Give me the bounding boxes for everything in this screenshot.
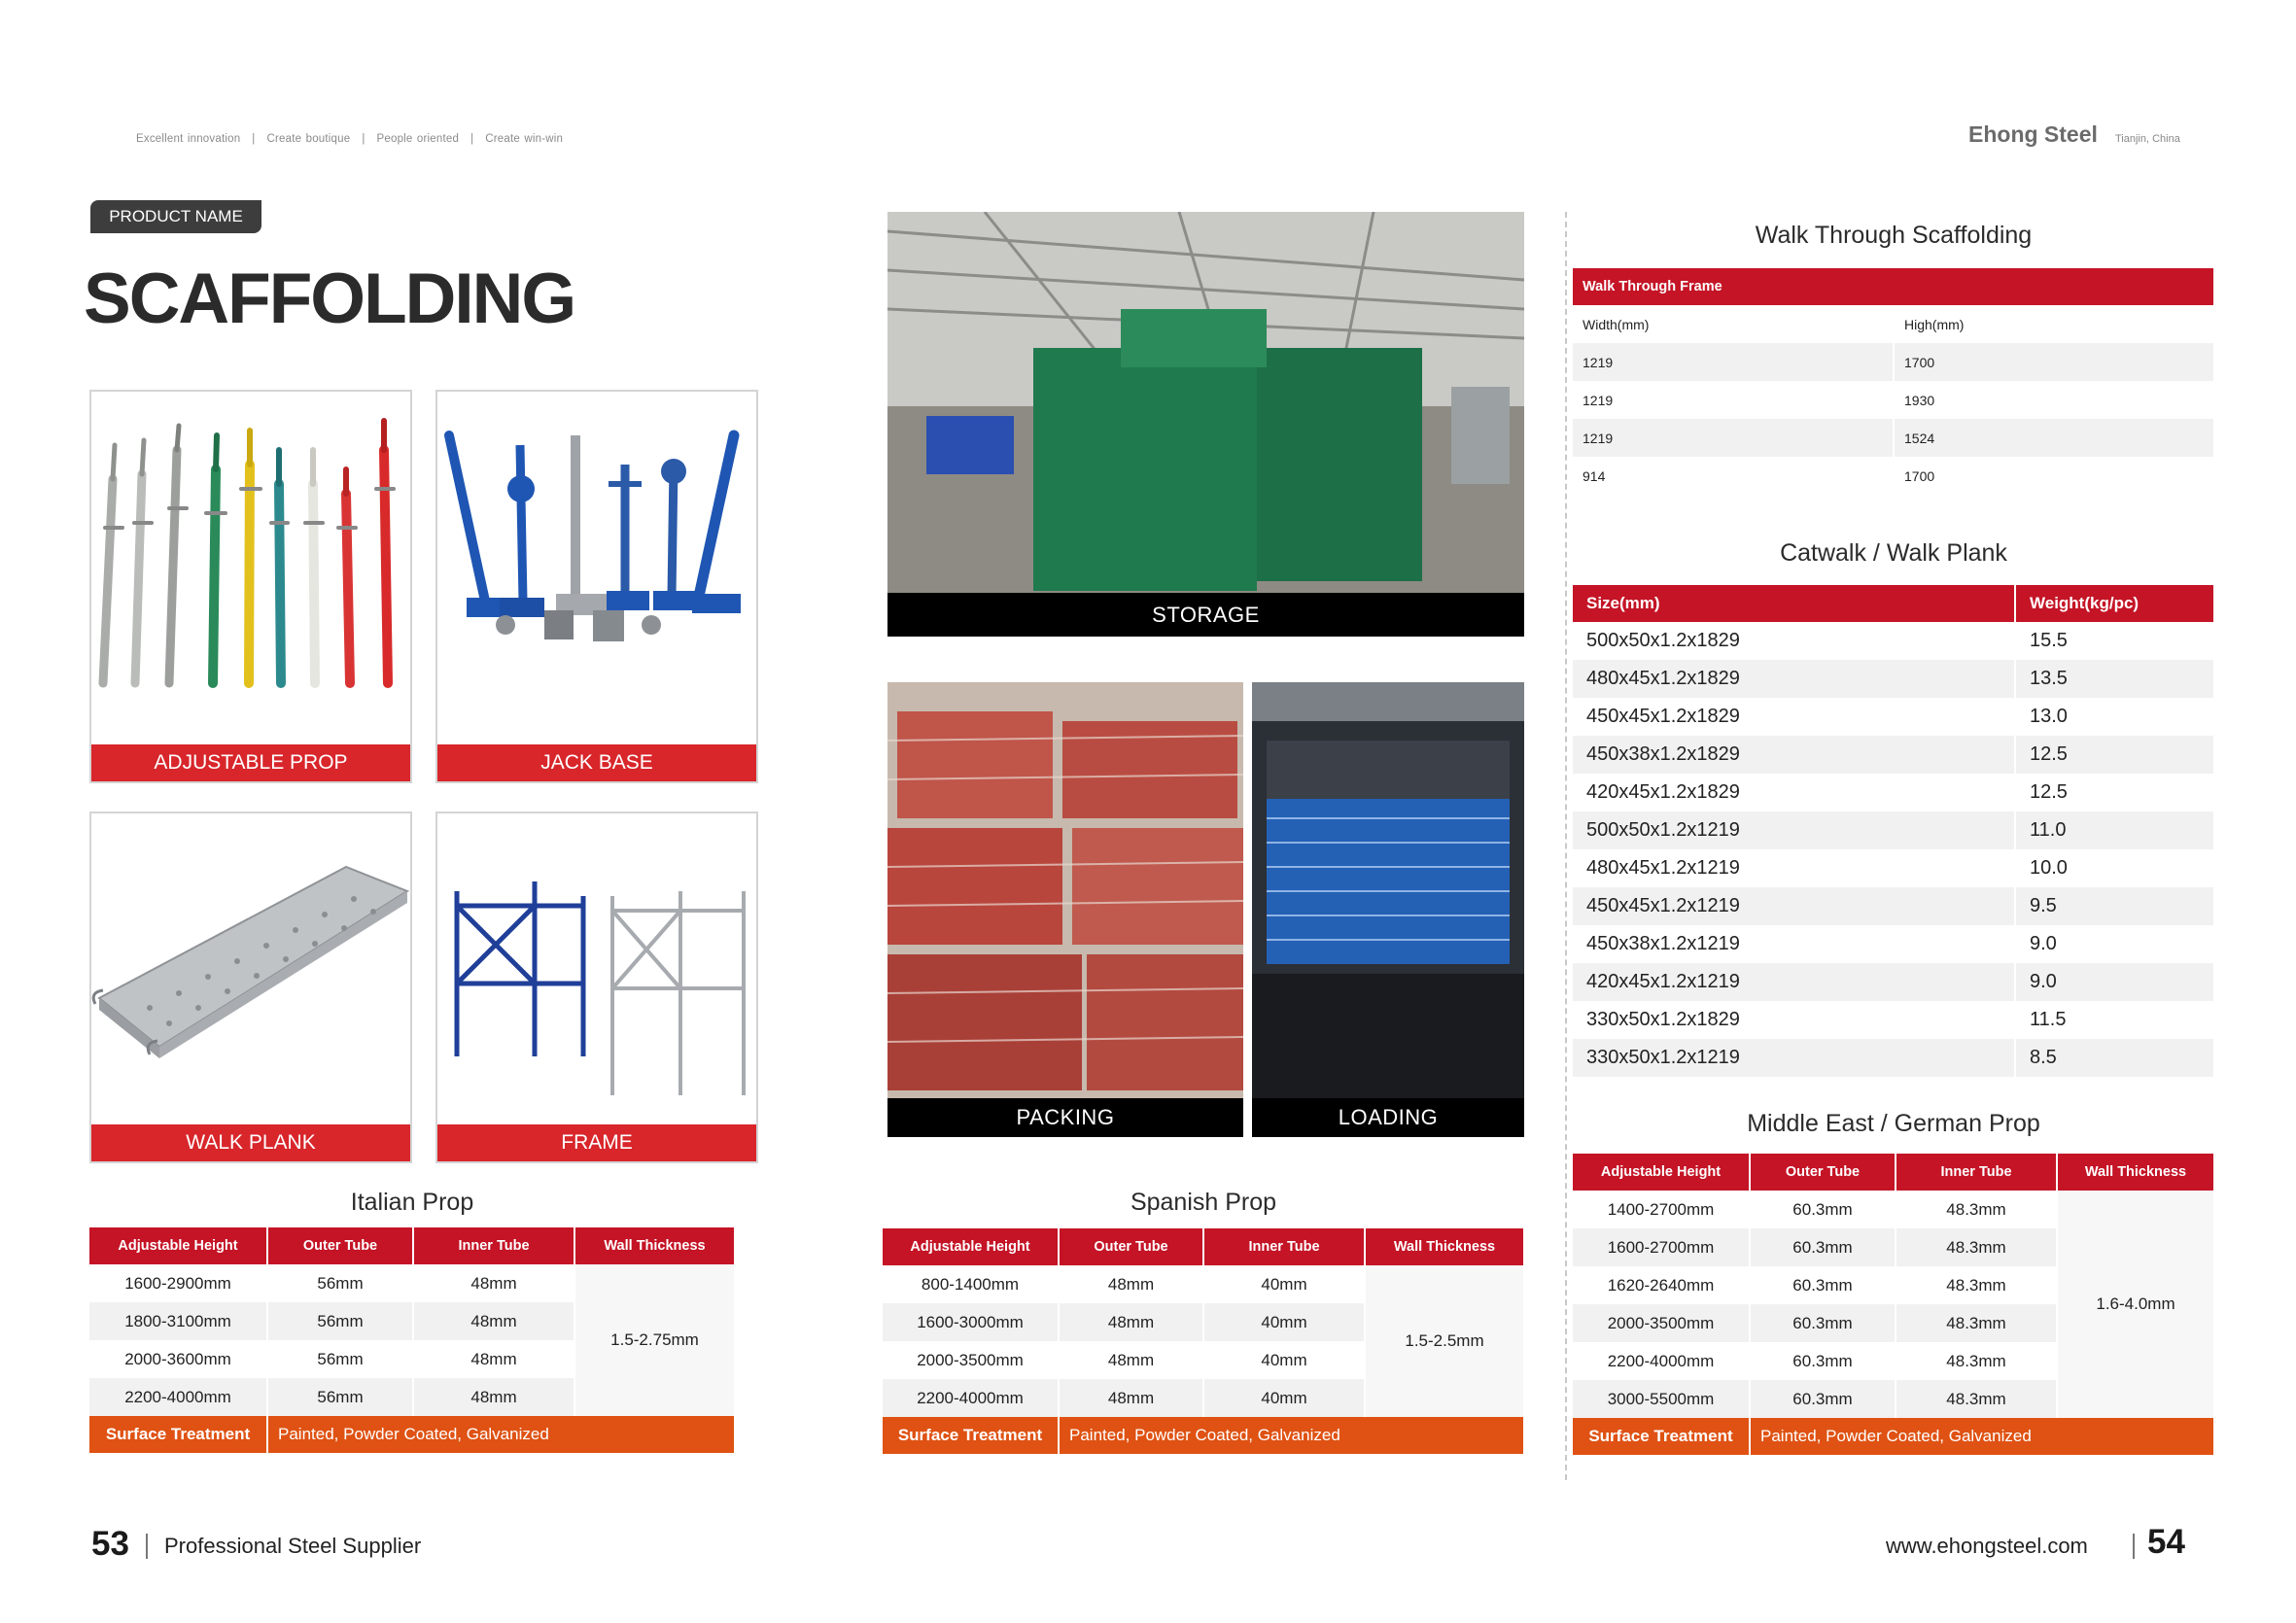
- cell: 1700: [1894, 457, 2214, 495]
- col-inner-tube: Inner Tube: [1203, 1228, 1365, 1265]
- cell: 420x45x1.2x1219: [1573, 963, 2015, 1001]
- page-number-left: 53: [91, 1525, 129, 1563]
- cell: 48mm: [413, 1378, 574, 1416]
- footer-tagline: Professional Steel Supplier: [164, 1534, 422, 1558]
- jack-base-image: [437, 392, 756, 742]
- col-outer-tube: Outer Tube: [267, 1227, 413, 1264]
- cell: 11.0: [2015, 812, 2214, 849]
- packing-image: [887, 682, 1243, 1137]
- footer-website-link[interactable]: www.ehongsteel.com: [1886, 1534, 2088, 1558]
- surface-treatment-label: Surface Treatment: [1573, 1418, 1750, 1455]
- cell: 60.3mm: [1750, 1380, 1896, 1418]
- footer-divider-left: [146, 1534, 148, 1559]
- photo-loading: [1252, 682, 1524, 1137]
- loading-image: [1252, 682, 1524, 1137]
- col-adjustable-height: Adjustable Height: [1573, 1154, 1750, 1191]
- cell: 450x38x1.2x1829: [1573, 736, 2015, 774]
- cell: 1219: [1573, 419, 1894, 457]
- table-header-row: [883, 1228, 1524, 1265]
- table-row: [1573, 305, 2214, 343]
- cell: 914: [1573, 457, 1894, 495]
- cell: 13.0: [2015, 698, 2214, 736]
- col-size: Size(mm): [1573, 585, 2015, 622]
- cell: 48mm: [1059, 1265, 1203, 1303]
- cell: 48mm: [413, 1340, 574, 1378]
- table-row: [89, 1264, 735, 1302]
- cell: 1219: [1573, 343, 1894, 381]
- product-label-jack-base: JACK BASE: [437, 744, 756, 781]
- cell: 1600-3000mm: [883, 1303, 1059, 1341]
- wall-thickness-value: 1.5-2.5mm: [1365, 1265, 1524, 1417]
- photo-label-packing: PACKING: [887, 1098, 1243, 1137]
- tagline-3: People oriented: [376, 133, 460, 145]
- table-row: [1573, 736, 2214, 774]
- cell: 48.3mm: [1896, 1304, 2057, 1342]
- cell: 40mm: [1203, 1341, 1365, 1379]
- cell: 330x50x1.2x1219: [1573, 1039, 2015, 1077]
- surface-treatment-label: Surface Treatment: [89, 1416, 267, 1453]
- cell: 420x45x1.2x1829: [1573, 774, 2015, 812]
- surface-treatment-row: [1573, 1418, 2214, 1455]
- col-wall-thickness: Wall Thickness: [2057, 1154, 2214, 1191]
- middle-east-prop-title: Middle East / German Prop: [1747, 1110, 2040, 1137]
- col-height: High(mm): [1894, 305, 2214, 343]
- table-row: [1573, 1001, 2214, 1039]
- cell: 10.0: [2015, 849, 2214, 887]
- product-card-adjustable-prop: [89, 390, 412, 783]
- col-adjustable-height: Adjustable Height: [883, 1228, 1059, 1265]
- cell: 60.3mm: [1750, 1304, 1896, 1342]
- spanish-prop-table: [883, 1228, 1525, 1454]
- cell: 56mm: [267, 1340, 413, 1378]
- cell: 450x45x1.2x1219: [1573, 887, 2015, 925]
- col-inner-tube: Inner Tube: [413, 1227, 574, 1264]
- walk-through-title: Walk Through Scaffolding: [1755, 222, 2033, 249]
- cell: 8.5: [2015, 1039, 2214, 1077]
- cell: 450x45x1.2x1829: [1573, 698, 2015, 736]
- cell: 2200-4000mm: [883, 1379, 1059, 1417]
- tagline-4: Create win-win: [485, 133, 564, 145]
- col-adjustable-height: Adjustable Height: [89, 1227, 267, 1264]
- cell: 500x50x1.2x1219: [1573, 812, 2015, 849]
- product-card-walk-plank: [89, 812, 412, 1163]
- cell: 11.5: [2015, 1001, 2214, 1039]
- footer-divider-right: [2133, 1534, 2135, 1559]
- adjustable-prop-image: [91, 392, 410, 742]
- frame-image: [437, 813, 756, 1124]
- table-row: [1573, 849, 2214, 887]
- photo-label-loading: LOADING: [1252, 1098, 1524, 1137]
- cell: 48.3mm: [1896, 1228, 2057, 1266]
- cell: 1930: [1894, 381, 2214, 419]
- cell: 60.3mm: [1750, 1342, 1896, 1380]
- cell: 48mm: [1059, 1303, 1203, 1341]
- surface-treatment-value: Painted, Powder Coated, Galvanized: [1059, 1417, 1524, 1454]
- product-card-jack-base: [435, 390, 758, 783]
- middle-east-prop-table: [1573, 1154, 2215, 1455]
- brand-name: Ehong Steel: [1968, 121, 2098, 147]
- cell: 1600-2900mm: [89, 1264, 267, 1302]
- product-card-frame: [435, 812, 758, 1163]
- header-taglines: Excellent innovation | Create boutique | People oriented | Create win-win: [136, 133, 564, 145]
- cell: 60.3mm: [1750, 1191, 1896, 1228]
- col-outer-tube: Outer Tube: [1059, 1228, 1203, 1265]
- table-row: [1573, 698, 2214, 736]
- surface-treatment-row: [883, 1417, 1524, 1454]
- cell: 48mm: [1059, 1379, 1203, 1417]
- product-label-walk-plank: WALK PLANK: [91, 1124, 410, 1161]
- cell: 40mm: [1203, 1303, 1365, 1341]
- cell: 1219: [1573, 381, 1894, 419]
- tagline-2: Create boutique: [266, 133, 351, 145]
- table-row: [1573, 381, 2214, 419]
- cell: 13.5: [2015, 660, 2214, 698]
- cell: 56mm: [267, 1264, 413, 1302]
- table-row: [1573, 963, 2214, 1001]
- cell: 48.3mm: [1896, 1380, 2057, 1418]
- walk-through-table: [1573, 268, 2215, 495]
- cell: 1400-2700mm: [1573, 1191, 1750, 1228]
- table-row: [1573, 925, 2214, 963]
- cell: 9.0: [2015, 925, 2214, 963]
- product-name-tag: PRODUCT NAME: [90, 200, 261, 233]
- surface-treatment-value: Painted, Powder Coated, Galvanized: [1750, 1418, 2214, 1455]
- photo-label-storage: STORAGE: [887, 593, 1524, 637]
- cell: 800-1400mm: [883, 1265, 1059, 1303]
- cell: 2200-4000mm: [89, 1378, 267, 1416]
- wall-thickness-value: 1.5-2.75mm: [574, 1264, 735, 1416]
- table-row: [1573, 887, 2214, 925]
- catwalk-title: Catwalk / Walk Plank: [1780, 539, 2007, 567]
- table-row: [1573, 343, 2214, 381]
- cell: 9.5: [2015, 887, 2214, 925]
- cell: 1600-2700mm: [1573, 1228, 1750, 1266]
- col-outer-tube: Outer Tube: [1750, 1154, 1896, 1191]
- cell: 2000-3500mm: [1573, 1304, 1750, 1342]
- page-number-right: 54: [2147, 1523, 2185, 1561]
- cell: 60.3mm: [1750, 1228, 1896, 1266]
- photo-storage: [887, 212, 1524, 637]
- cell: 480x45x1.2x1829: [1573, 660, 2015, 698]
- cell: 2200-4000mm: [1573, 1342, 1750, 1380]
- col-weight: Weight(kg/pc): [2015, 585, 2214, 622]
- tagline-1: Excellent innovation: [136, 133, 241, 145]
- cell: 500x50x1.2x1829: [1573, 622, 2015, 660]
- cell: 56mm: [267, 1378, 413, 1416]
- cell: 12.5: [2015, 736, 2214, 774]
- walk-plank-image: [91, 813, 410, 1124]
- cell: 2000-3500mm: [883, 1341, 1059, 1379]
- table-row: [1573, 622, 2214, 660]
- product-label-frame: FRAME: [437, 1124, 756, 1161]
- cell: 480x45x1.2x1219: [1573, 849, 2015, 887]
- table-row: [1573, 1191, 2214, 1228]
- surface-treatment-row: [89, 1416, 735, 1453]
- cell: 15.5: [2015, 622, 2214, 660]
- cell: 48.3mm: [1896, 1342, 2057, 1380]
- cell: 48.3mm: [1896, 1266, 2057, 1304]
- cell: 48mm: [413, 1264, 574, 1302]
- cell: 1620-2640mm: [1573, 1266, 1750, 1304]
- table-row: [1573, 660, 2214, 698]
- italian-prop-table: [89, 1227, 736, 1453]
- table-row: [1573, 419, 2214, 457]
- storage-image: [887, 212, 1524, 637]
- table-row: [1573, 812, 2214, 849]
- walk-through-frame-header: Walk Through Frame: [1573, 268, 2214, 305]
- cell: 450x38x1.2x1219: [1573, 925, 2015, 963]
- table-row: [1573, 774, 2214, 812]
- cell: 40mm: [1203, 1265, 1365, 1303]
- table-row: [1573, 1039, 2214, 1077]
- catwalk-table: [1573, 585, 2215, 1077]
- italian-prop-title: Italian Prop: [350, 1189, 474, 1216]
- brand-location: Tianjin, China: [2115, 133, 2180, 145]
- cell: 1700: [1894, 343, 2214, 381]
- product-label-adjustable-prop: ADJUSTABLE PROP: [91, 744, 410, 781]
- table-row: [883, 1265, 1524, 1303]
- table-header-row: [1573, 585, 2214, 622]
- col-wall-thickness: Wall Thickness: [1365, 1228, 1524, 1265]
- cell: 48.3mm: [1896, 1191, 2057, 1228]
- table-row: [1573, 457, 2214, 495]
- table-header-row: [89, 1227, 735, 1264]
- surface-treatment-value: Painted, Powder Coated, Galvanized: [267, 1416, 735, 1453]
- col-width: Width(mm): [1573, 305, 1894, 343]
- photo-packing: [887, 682, 1243, 1137]
- cell: 330x50x1.2x1829: [1573, 1001, 2015, 1039]
- table-header-row: [1573, 268, 2214, 305]
- cell: 48mm: [413, 1302, 574, 1340]
- surface-treatment-label: Surface Treatment: [883, 1417, 1059, 1454]
- cell: 56mm: [267, 1302, 413, 1340]
- spanish-prop-title: Spanish Prop: [1130, 1189, 1277, 1216]
- wall-thickness-value: 1.6-4.0mm: [2057, 1191, 2214, 1418]
- cell: 3000-5500mm: [1573, 1380, 1750, 1418]
- table-header-row: [1573, 1154, 2214, 1191]
- page-title: SCAFFOLDING: [84, 259, 575, 338]
- col-inner-tube: Inner Tube: [1896, 1154, 2057, 1191]
- cell: 9.0: [2015, 963, 2214, 1001]
- cell: 48mm: [1059, 1341, 1203, 1379]
- cell: 1524: [1894, 419, 2214, 457]
- cell: 40mm: [1203, 1379, 1365, 1417]
- cell: 1800-3100mm: [89, 1302, 267, 1340]
- page-divider: [1565, 212, 1567, 1480]
- col-wall-thickness: Wall Thickness: [574, 1227, 735, 1264]
- cell: 2000-3600mm: [89, 1340, 267, 1378]
- cell: 12.5: [2015, 774, 2214, 812]
- cell: 60.3mm: [1750, 1266, 1896, 1304]
